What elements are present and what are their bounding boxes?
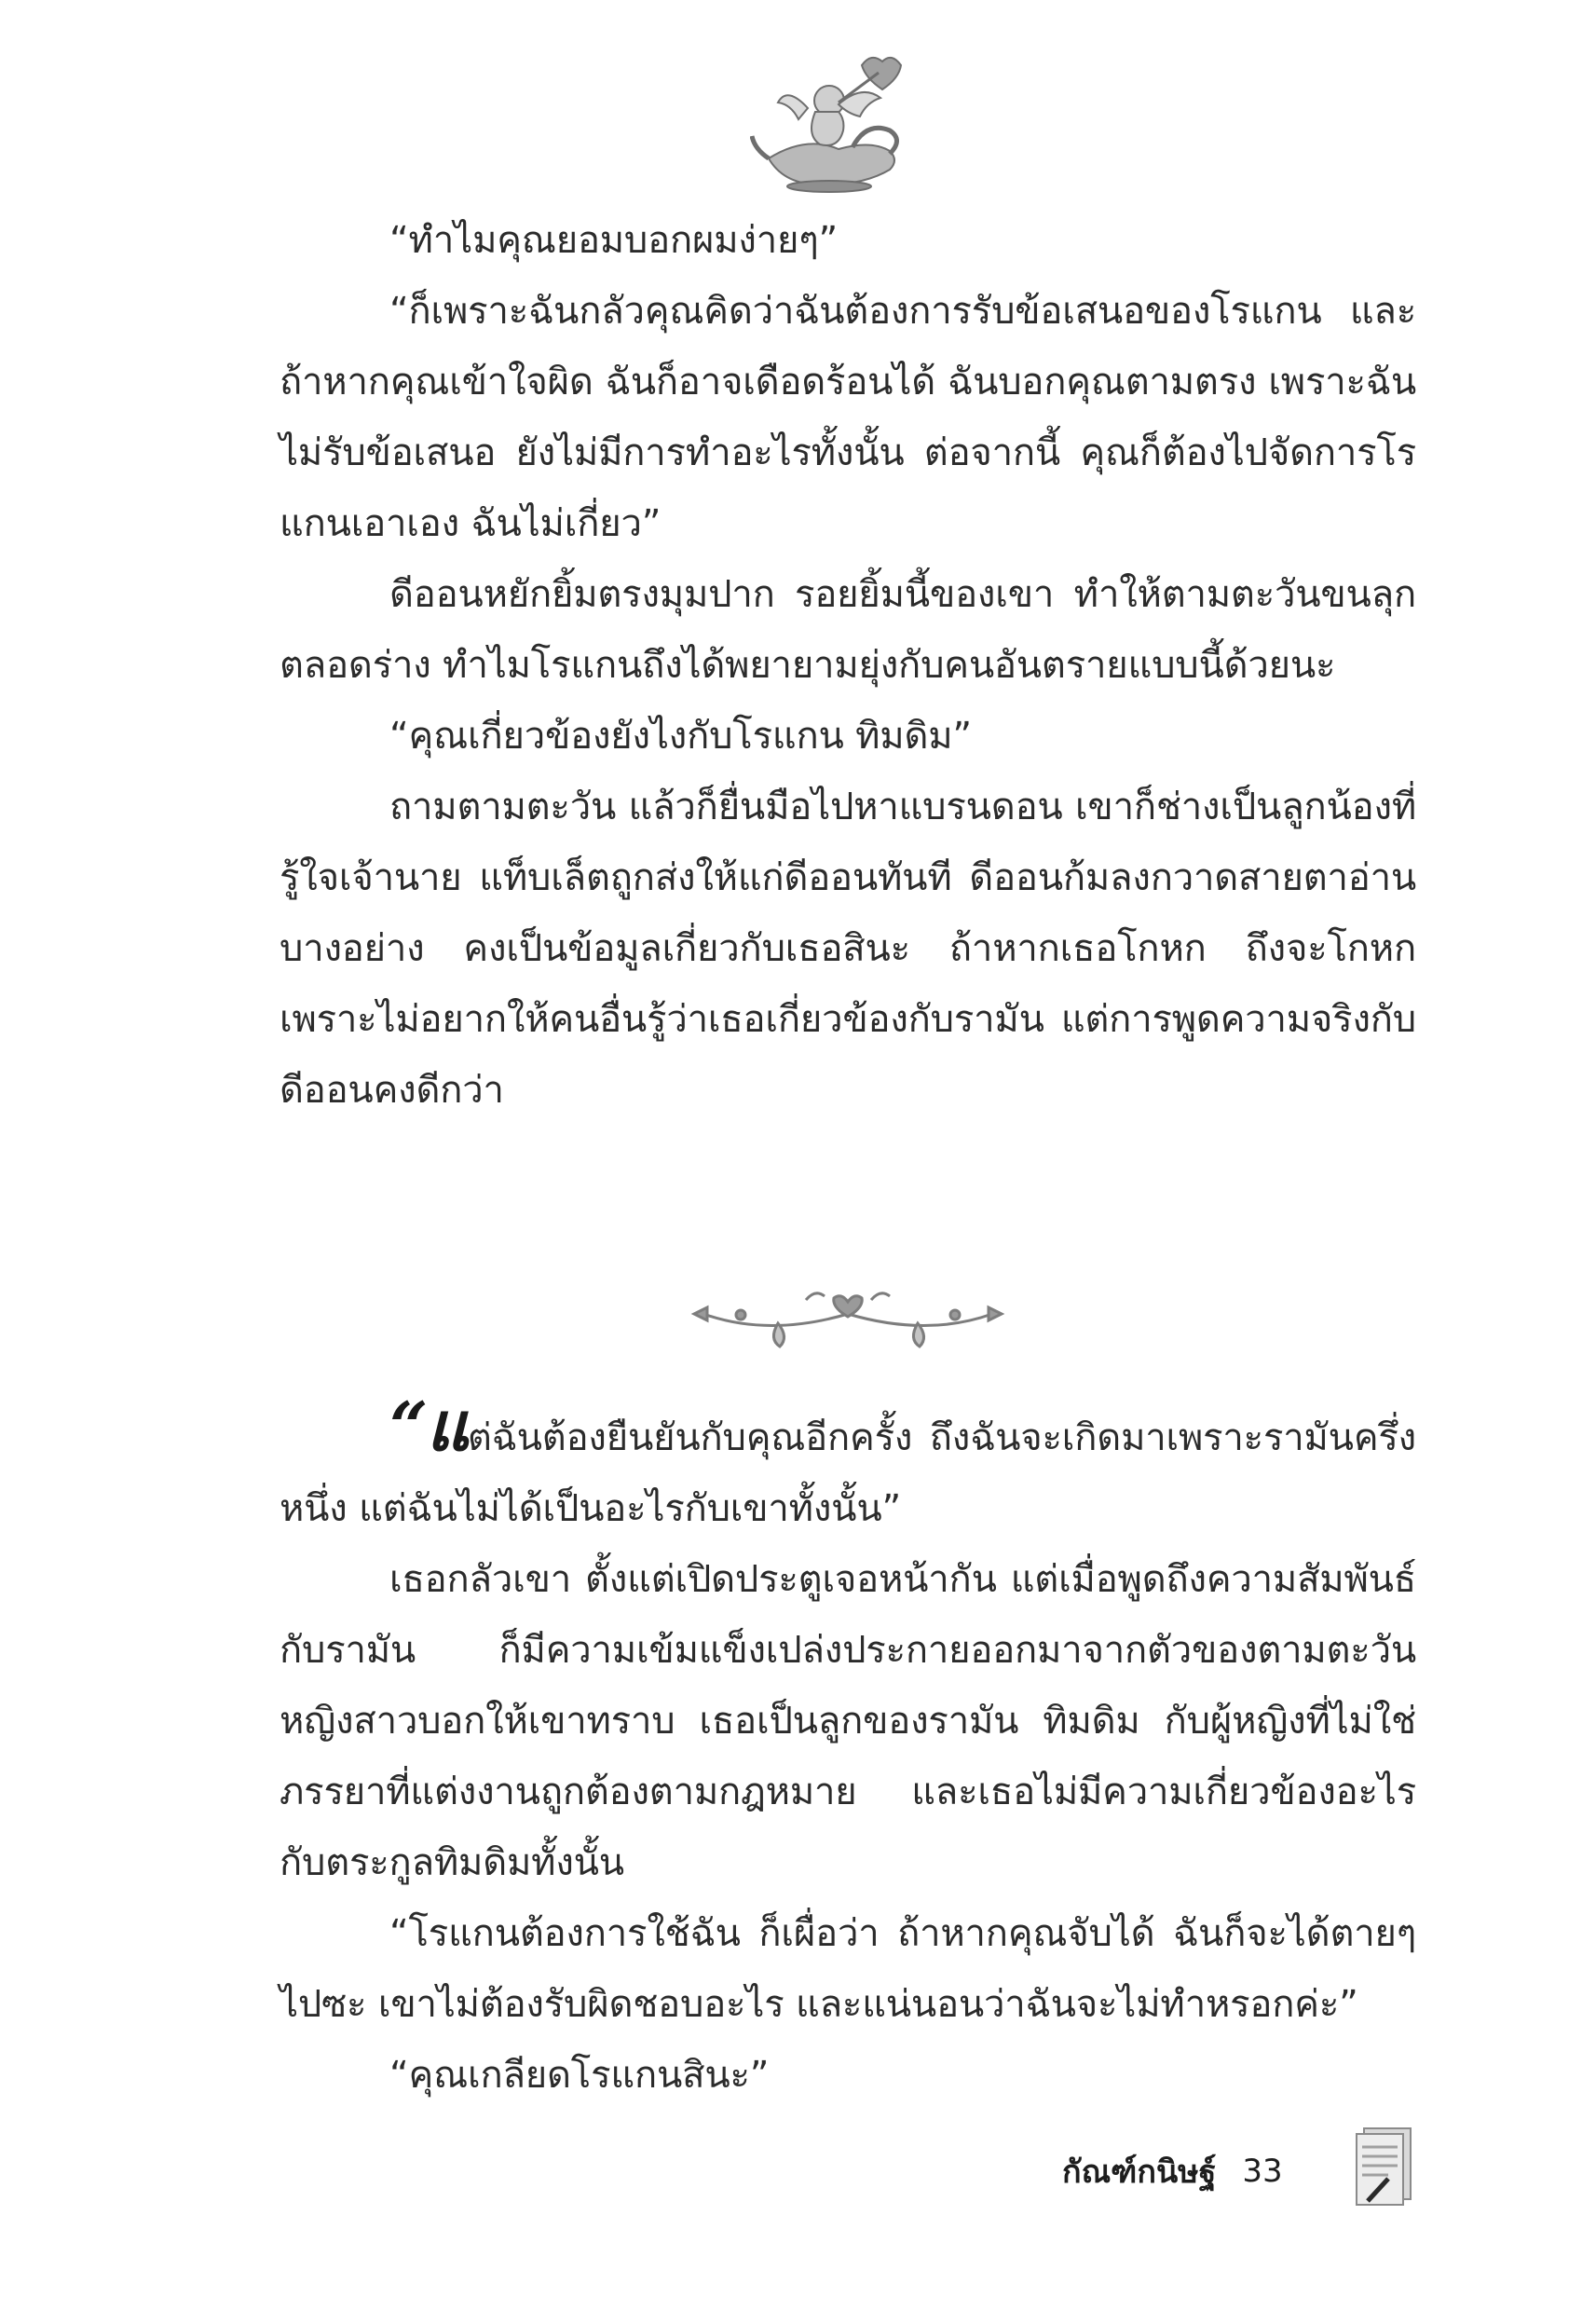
paragraph: “โรแกนต้องการใช้ฉัน ก็เผื่อว่า ถ้าหากคุณจับได้ ฉันก็จะได้ตายๆ ไปซะ เขาไม่ต้องรับผิดชอบอะไร และแน่นอนว่าฉันจะไม่ทำหรอกค่ะ” <box>280 1912 1416 2026</box>
upper-text <box>280 205 1416 1126</box>
teapot-cupid-ornament-icon <box>750 47 913 196</box>
paragraph: ถามตามตะวัน แล้วก็ยื่นมือไปหาแบรนดอน เขาก็ช่างเป็นลูกน้องที่รู้ใจเจ้านาย แท็บเล็ตถูกส่งให้แก่ดีออนทันที ดีออนก้มลงกวาดสายตาอ่านบางอย่าง คงเป็นข้อมูลเกี่ยวกับเธอสินะ ถ้าหากเธอโกหก ถึงจะโกหกเพราะไม่อยากให้คนอื่นรู้ว่าเธอเกี่ยวข้องกับรามัน แต่การพูดความจริงกับดีออนคงดีกว่า <box>280 786 1416 1112</box>
page-footer <box>1062 2139 1283 2204</box>
lower-text <box>280 1387 1416 2111</box>
document-pen-icon <box>1351 2123 1416 2207</box>
paragraph: เธอกลัวเขา ตั้งแต่เปิดประตูเจอหน้ากัน แต่เมื่อพูดถึงความสัมพันธ์กับรามัน ก็มีความเข้มแข็งเปล่งประกายออกมาจากตัวของตามตะวัน หญิงสาวบอกให้เขาทราบ เธอเป็นลูกของรามัน ทิมดิม กับผู้หญิงที่ไม่ใช่ภรรยาที่แต่งงานถูกต้องตามกฎหมาย และเธอไม่มีความเกี่ยวข้องอะไรกับตระกูลทิมดิมทั้งนั้น <box>280 1558 1416 1884</box>
dropcap-letter: แ <box>426 1387 466 1466</box>
paragraph: ดีออนหยักยิ้มตรงมุมปาก รอยยิ้มนี้ของเขา ทำให้ตามตะวันขนลุกตลอดร่าง ทำไมโรแกนถึงได้พยายามยุ่งกับคนอันตรายแบบนี้ด้วยนะ <box>280 573 1416 687</box>
dropcap-rest: ต่ฉันต้องยืนยันกับคุณอีกครั้ง ถึงฉันจะเกิดมาเพราะรามันครึ่งหนึ่ง แต่ฉันไม่ได้เป็นอะไรกับเขาทั้งนั้น” <box>280 1416 1416 1530</box>
floral-divider-icon <box>675 1281 1020 1365</box>
book-title: กัณฑ์กนิษฐ์ <box>1062 2154 1217 2191</box>
opening-paragraph <box>280 1387 1416 1544</box>
paragraph: “ก็เพราะฉันกลัวคุณคิดว่าฉันต้องการรับข้อเสนอของโรแกน และถ้าหากคุณเข้าใจผิด ฉันก็อาจเดือดร้อนได้ ฉันบอกคุณตามตรง เพราะฉันไม่รับข้อเสนอ ยังไม่มีการทำอะไรทั้งนั้น ต่อจากนี้ คุณก็ต้องไปจัดการโรแกนเอาเอง ฉันไม่เกี่ยว” <box>280 290 1416 545</box>
paragraph: “ทำไมคุณยอมบอกผมง่ายๆ” <box>389 219 839 262</box>
paragraph: “คุณเกี่ยวข้องยังไงกับโรแกน ทิมดิม” <box>389 715 972 758</box>
dropcap-quote: “ <box>389 1387 425 1466</box>
page-number: 33 <box>1242 2153 1283 2190</box>
paragraph: “คุณเกลียดโรแกนสินะ” <box>389 2054 770 2097</box>
